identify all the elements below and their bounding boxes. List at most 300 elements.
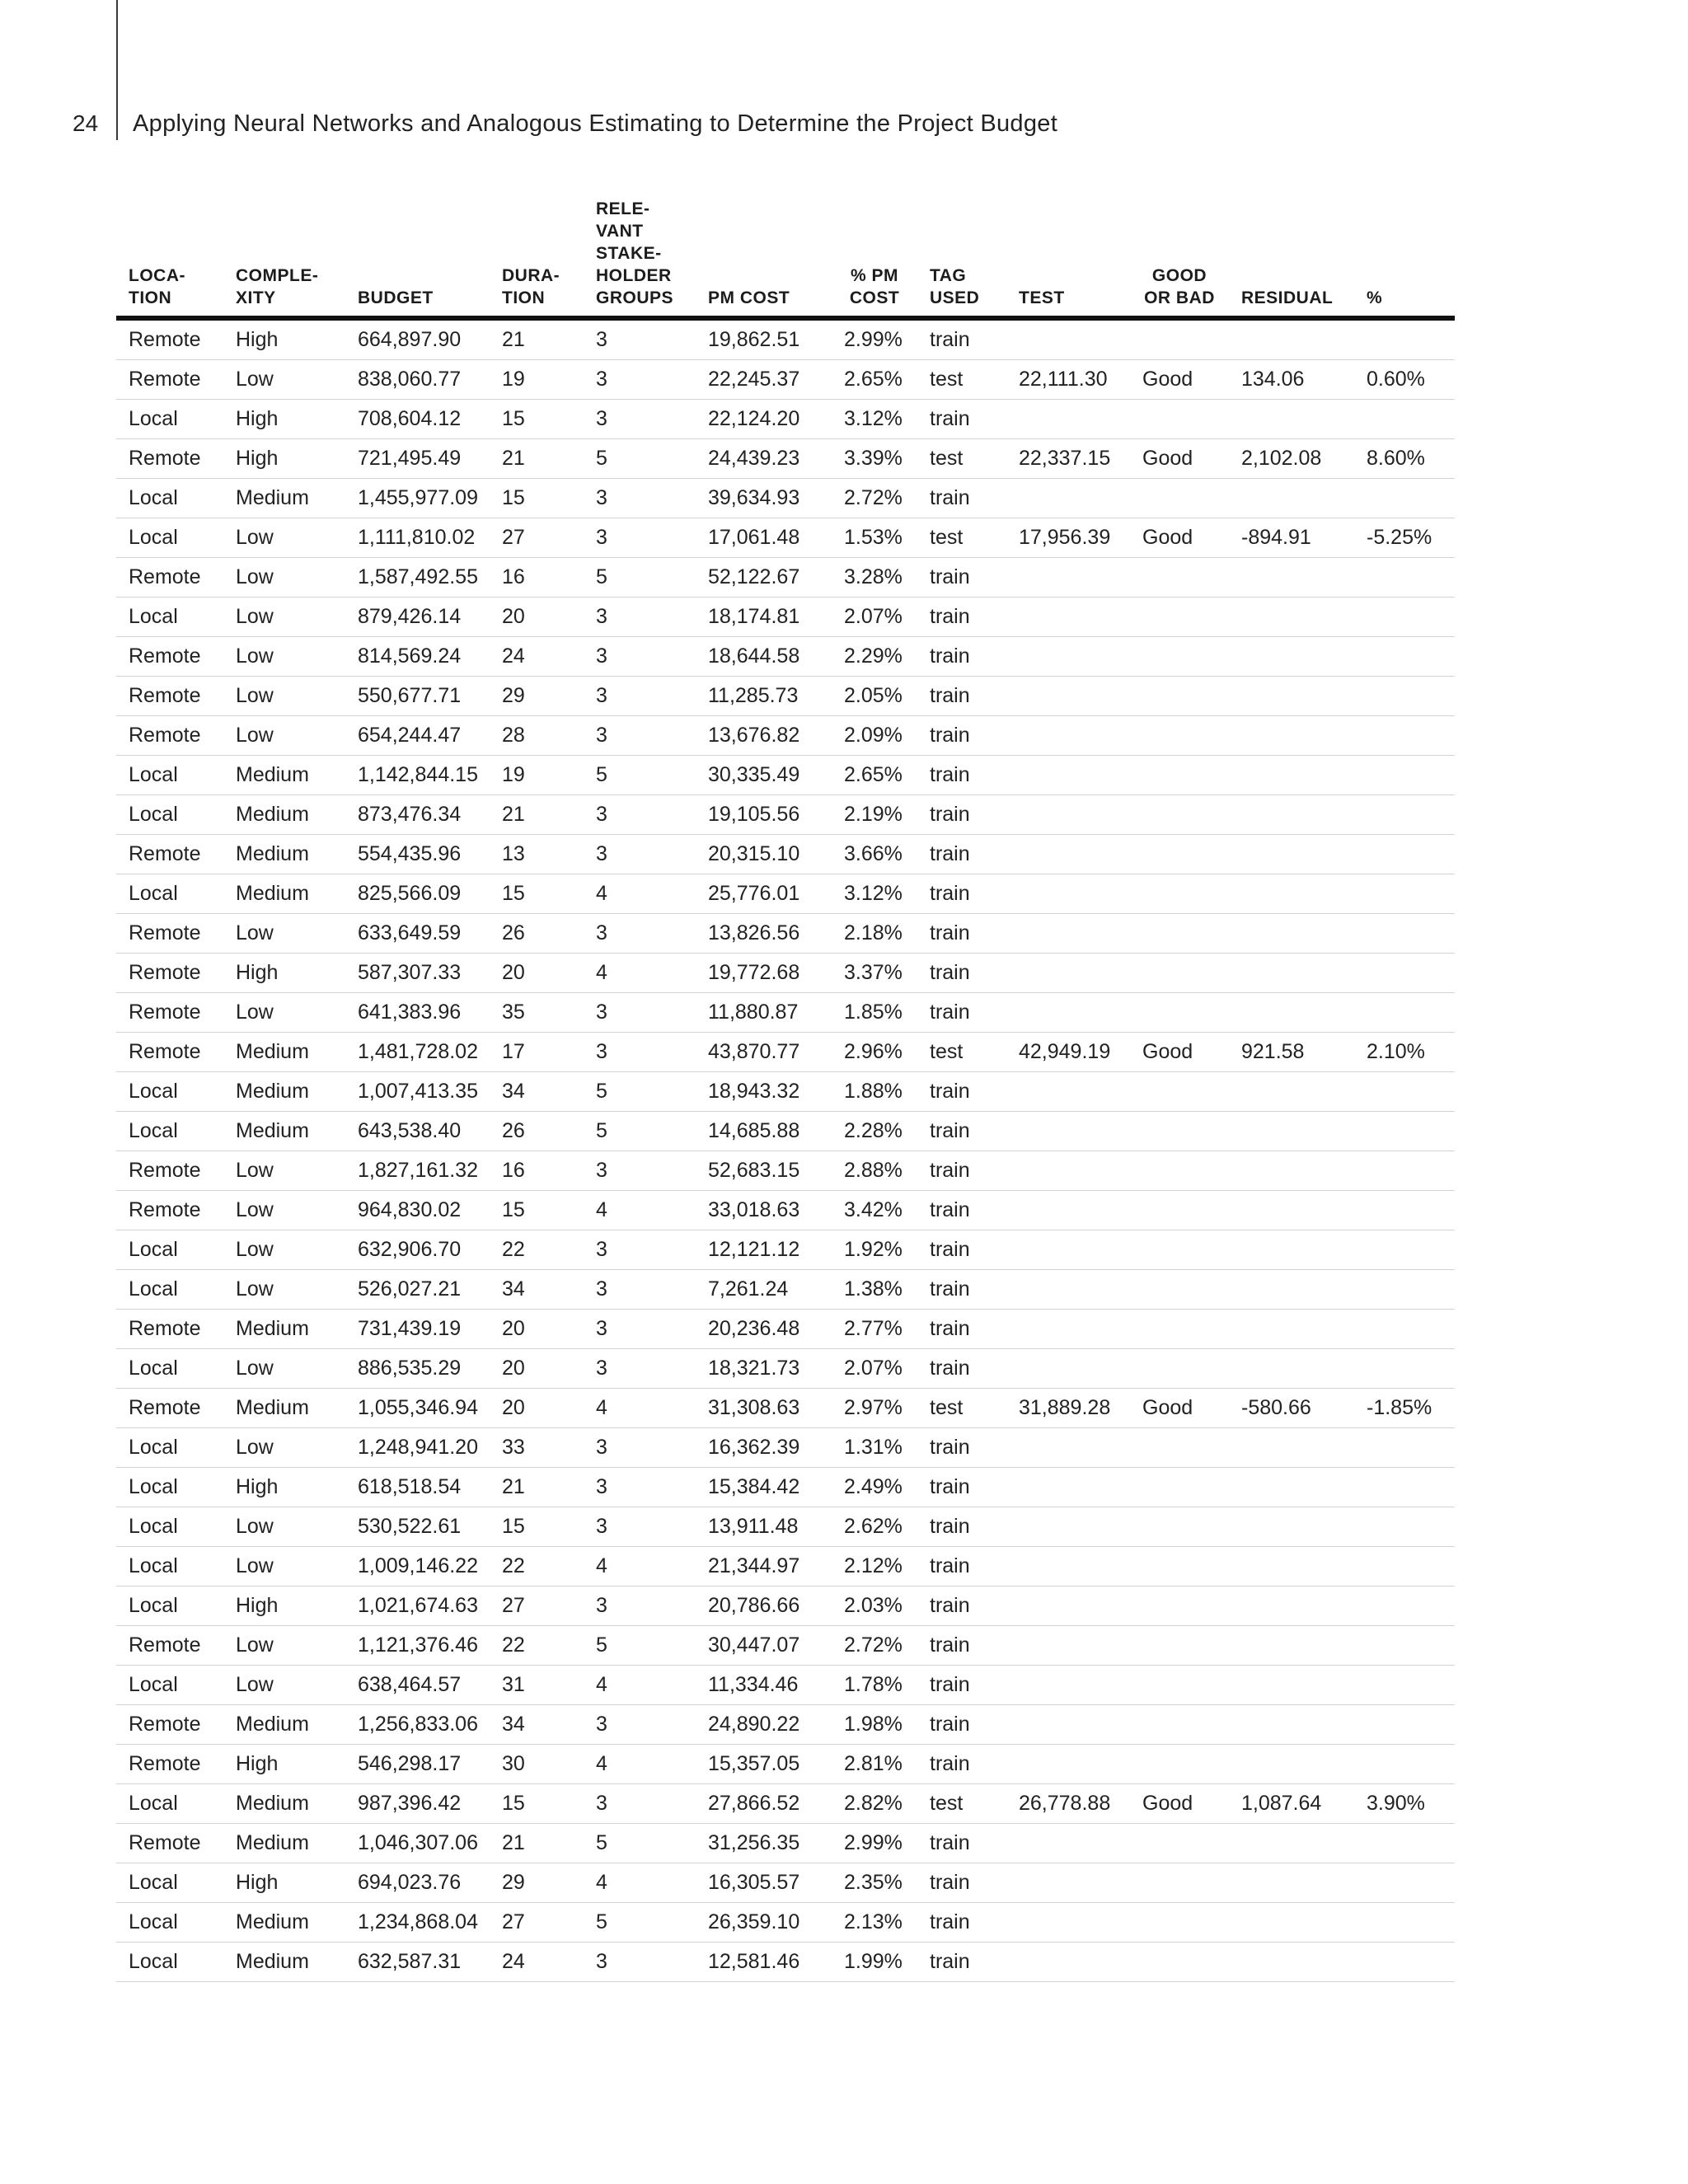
cell-location: Local xyxy=(116,1586,223,1626)
cell-tag-used: train xyxy=(917,1112,1006,1151)
cell-complexity: High xyxy=(223,1745,345,1784)
cell-residual xyxy=(1229,1903,1354,1943)
cell-percent xyxy=(1354,1230,1455,1270)
cell-budget: 1,234,868.04 xyxy=(345,1903,490,1943)
cell-pm-cost: 18,321.73 xyxy=(696,1349,832,1389)
cell-good-or-bad xyxy=(1130,1468,1229,1507)
cell-complexity: Low xyxy=(223,993,345,1033)
cell-pm-cost-percent: 2.18% xyxy=(832,914,917,954)
table-row xyxy=(116,1903,1455,1943)
cell-test xyxy=(1006,1943,1130,1982)
cell-test xyxy=(1006,716,1130,756)
cell-duration: 19 xyxy=(490,756,584,795)
cell-percent xyxy=(1354,677,1455,716)
cell-stakeholder-groups: 3 xyxy=(584,360,696,400)
cell-test xyxy=(1006,400,1130,439)
cell-good-or-bad: Good xyxy=(1130,1389,1229,1428)
cell-budget: 633,649.59 xyxy=(345,914,490,954)
cell-stakeholder-groups: 3 xyxy=(584,1349,696,1389)
cell-good-or-bad xyxy=(1130,795,1229,835)
cell-good-or-bad: Good xyxy=(1130,439,1229,479)
cell-complexity: Medium xyxy=(223,835,345,874)
table-row xyxy=(116,1072,1455,1112)
cell-good-or-bad xyxy=(1130,637,1229,677)
cell-pm-cost-percent: 3.39% xyxy=(832,439,917,479)
cell-stakeholder-groups: 3 xyxy=(584,1468,696,1507)
table-row xyxy=(116,1033,1455,1072)
cell-stakeholder-groups: 4 xyxy=(584,954,696,993)
cell-pm-cost-percent: 3.42% xyxy=(832,1191,917,1230)
cell-location: Remote xyxy=(116,835,223,874)
cell-tag-used: train xyxy=(917,1705,1006,1745)
cell-residual xyxy=(1229,716,1354,756)
cell-percent xyxy=(1354,1586,1455,1626)
cell-good-or-bad: Good xyxy=(1130,518,1229,558)
cell-complexity: Low xyxy=(223,598,345,637)
cell-pm-cost: 25,776.01 xyxy=(696,874,832,914)
cell-tag-used: test xyxy=(917,439,1006,479)
cell-tag-used: train xyxy=(917,1507,1006,1547)
cell-percent xyxy=(1354,637,1455,677)
cell-test: 17,956.39 xyxy=(1006,518,1130,558)
cell-test xyxy=(1006,1903,1130,1943)
cell-duration: 15 xyxy=(490,1507,584,1547)
cell-pm-cost-percent: 2.99% xyxy=(832,318,917,360)
cell-residual xyxy=(1229,677,1354,716)
table-row xyxy=(116,1230,1455,1270)
cell-budget: 886,535.29 xyxy=(345,1349,490,1389)
cell-tag-used: train xyxy=(917,1666,1006,1705)
cell-budget: 664,897.90 xyxy=(345,318,490,360)
cell-stakeholder-groups: 5 xyxy=(584,756,696,795)
cell-pm-cost: 21,344.97 xyxy=(696,1547,832,1586)
cell-pm-cost-percent: 2.13% xyxy=(832,1903,917,1943)
cell-location: Local xyxy=(116,1784,223,1824)
cell-pm-cost: 19,862.51 xyxy=(696,318,832,360)
cell-stakeholder-groups: 3 xyxy=(584,400,696,439)
cell-good-or-bad xyxy=(1130,1547,1229,1586)
cell-test xyxy=(1006,1072,1130,1112)
cell-stakeholder-groups: 4 xyxy=(584,1191,696,1230)
cell-pm-cost-percent: 2.35% xyxy=(832,1863,917,1903)
cell-pm-cost-percent: 2.99% xyxy=(832,1824,917,1863)
cell-percent xyxy=(1354,993,1455,1033)
cell-percent xyxy=(1354,874,1455,914)
cell-budget: 526,027.21 xyxy=(345,1270,490,1310)
running-head: Applying Neural Networks and Analogous Estimating to Determine the Project Budget xyxy=(133,110,1058,137)
cell-percent: 3.90% xyxy=(1354,1784,1455,1824)
header-complexity: COMPLE- XITY xyxy=(223,198,345,318)
table-row xyxy=(116,318,1455,360)
cell-budget: 1,827,161.32 xyxy=(345,1151,490,1191)
cell-complexity: Low xyxy=(223,677,345,716)
cell-location: Remote xyxy=(116,677,223,716)
cell-location: Local xyxy=(116,518,223,558)
cell-percent: 8.60% xyxy=(1354,439,1455,479)
cell-percent xyxy=(1354,1626,1455,1666)
table-row xyxy=(116,716,1455,756)
cell-stakeholder-groups: 4 xyxy=(584,874,696,914)
cell-complexity: Medium xyxy=(223,1705,345,1745)
table-row xyxy=(116,1112,1455,1151)
cell-complexity: Medium xyxy=(223,1903,345,1943)
cell-tag-used: train xyxy=(917,1310,1006,1349)
cell-stakeholder-groups: 4 xyxy=(584,1547,696,1586)
cell-complexity: Medium xyxy=(223,795,345,835)
cell-budget: 632,906.70 xyxy=(345,1230,490,1270)
cell-budget: 550,677.71 xyxy=(345,677,490,716)
cell-pm-cost: 13,676.82 xyxy=(696,716,832,756)
cell-tag-used: train xyxy=(917,1230,1006,1270)
cell-good-or-bad xyxy=(1130,1903,1229,1943)
cell-pm-cost-percent: 3.12% xyxy=(832,400,917,439)
cell-location: Remote xyxy=(116,360,223,400)
cell-test xyxy=(1006,835,1130,874)
cell-pm-cost: 18,174.81 xyxy=(696,598,832,637)
cell-duration: 34 xyxy=(490,1705,584,1745)
cell-tag-used: train xyxy=(917,1943,1006,1982)
cell-good-or-bad xyxy=(1130,874,1229,914)
cell-budget: 1,121,376.46 xyxy=(345,1626,490,1666)
cell-budget: 987,396.42 xyxy=(345,1784,490,1824)
cell-stakeholder-groups: 3 xyxy=(584,1151,696,1191)
cell-location: Remote xyxy=(116,318,223,360)
cell-good-or-bad xyxy=(1130,1863,1229,1903)
cell-residual: -894.91 xyxy=(1229,518,1354,558)
cell-pm-cost: 52,122.67 xyxy=(696,558,832,598)
cell-good-or-bad xyxy=(1130,756,1229,795)
cell-complexity: Medium xyxy=(223,874,345,914)
cell-good-or-bad xyxy=(1130,1270,1229,1310)
cell-good-or-bad xyxy=(1130,1310,1229,1349)
cell-tag-used: train xyxy=(917,318,1006,360)
cell-location: Local xyxy=(116,1547,223,1586)
cell-budget: 708,604.12 xyxy=(345,400,490,439)
cell-good-or-bad xyxy=(1130,1705,1229,1745)
cell-location: Local xyxy=(116,1943,223,1982)
header-pm-cost: PM COST xyxy=(696,198,832,318)
cell-location: Local xyxy=(116,598,223,637)
table-header-row xyxy=(116,198,1455,318)
table-row xyxy=(116,1310,1455,1349)
cell-pm-cost-percent: 2.28% xyxy=(832,1112,917,1151)
cell-percent xyxy=(1354,318,1455,360)
cell-test xyxy=(1006,1586,1130,1626)
cell-tag-used: train xyxy=(917,914,1006,954)
cell-duration: 22 xyxy=(490,1547,584,1586)
cell-test xyxy=(1006,993,1130,1033)
cell-stakeholder-groups: 3 xyxy=(584,1705,696,1745)
cell-duration: 24 xyxy=(490,637,584,677)
cell-pm-cost-percent: 1.88% xyxy=(832,1072,917,1112)
cell-duration: 27 xyxy=(490,1903,584,1943)
cell-budget: 1,481,728.02 xyxy=(345,1033,490,1072)
cell-pm-cost-percent: 2.05% xyxy=(832,677,917,716)
cell-pm-cost: 43,870.77 xyxy=(696,1033,832,1072)
cell-percent xyxy=(1354,1270,1455,1310)
cell-location: Remote xyxy=(116,439,223,479)
cell-tag-used: train xyxy=(917,1626,1006,1666)
cell-good-or-bad xyxy=(1130,1349,1229,1389)
cell-pm-cost-percent: 2.72% xyxy=(832,479,917,518)
cell-percent xyxy=(1354,400,1455,439)
cell-pm-cost-percent: 2.88% xyxy=(832,1151,917,1191)
cell-complexity: Low xyxy=(223,360,345,400)
cell-tag-used: test xyxy=(917,1033,1006,1072)
table-row xyxy=(116,756,1455,795)
cell-test xyxy=(1006,479,1130,518)
cell-percent: -5.25% xyxy=(1354,518,1455,558)
cell-good-or-bad xyxy=(1130,1230,1229,1270)
table-row xyxy=(116,1349,1455,1389)
cell-good-or-bad: Good xyxy=(1130,1784,1229,1824)
cell-pm-cost-percent: 2.82% xyxy=(832,1784,917,1824)
cell-duration: 21 xyxy=(490,1824,584,1863)
cell-good-or-bad xyxy=(1130,598,1229,637)
cell-duration: 21 xyxy=(490,1468,584,1507)
cell-location: Local xyxy=(116,1666,223,1705)
cell-complexity: Low xyxy=(223,1151,345,1191)
cell-stakeholder-groups: 5 xyxy=(584,558,696,598)
cell-test xyxy=(1006,1666,1130,1705)
cell-percent xyxy=(1354,1112,1455,1151)
cell-good-or-bad xyxy=(1130,716,1229,756)
cell-percent xyxy=(1354,914,1455,954)
header-location: LOCA- TION xyxy=(116,198,223,318)
cell-good-or-bad xyxy=(1130,1666,1229,1705)
cell-duration: 34 xyxy=(490,1270,584,1310)
cell-percent: -1.85% xyxy=(1354,1389,1455,1428)
cell-stakeholder-groups: 3 xyxy=(584,993,696,1033)
cell-complexity: Medium xyxy=(223,479,345,518)
cell-tag-used: test xyxy=(917,1389,1006,1428)
cell-pm-cost: 16,362.39 xyxy=(696,1428,832,1468)
cell-good-or-bad xyxy=(1130,1507,1229,1547)
cell-complexity: Medium xyxy=(223,1389,345,1428)
cell-stakeholder-groups: 3 xyxy=(584,1310,696,1349)
cell-residual xyxy=(1229,954,1354,993)
cell-residual xyxy=(1229,756,1354,795)
cell-pm-cost-percent: 2.07% xyxy=(832,1349,917,1389)
cell-location: Remote xyxy=(116,1389,223,1428)
cell-pm-cost: 13,826.56 xyxy=(696,914,832,954)
cell-percent xyxy=(1354,954,1455,993)
cell-pm-cost: 31,256.35 xyxy=(696,1824,832,1863)
cell-pm-cost: 12,581.46 xyxy=(696,1943,832,1982)
cell-percent xyxy=(1354,1191,1455,1230)
cell-residual xyxy=(1229,1863,1354,1903)
cell-complexity: High xyxy=(223,1586,345,1626)
cell-duration: 29 xyxy=(490,677,584,716)
cell-percent xyxy=(1354,1547,1455,1586)
cell-percent xyxy=(1354,558,1455,598)
cell-good-or-bad xyxy=(1130,1745,1229,1784)
cell-tag-used: test xyxy=(917,360,1006,400)
cell-duration: 20 xyxy=(490,1349,584,1389)
cell-residual xyxy=(1229,993,1354,1033)
cell-budget: 638,464.57 xyxy=(345,1666,490,1705)
cell-pm-cost-percent: 1.85% xyxy=(832,993,917,1033)
table-row xyxy=(116,1270,1455,1310)
cell-tag-used: train xyxy=(917,400,1006,439)
cell-pm-cost: 30,447.07 xyxy=(696,1626,832,1666)
cell-pm-cost-percent: 2.09% xyxy=(832,716,917,756)
cell-good-or-bad xyxy=(1130,835,1229,874)
cell-budget: 554,435.96 xyxy=(345,835,490,874)
table-row xyxy=(116,795,1455,835)
table-row xyxy=(116,954,1455,993)
cell-complexity: Medium xyxy=(223,1112,345,1151)
header-percent: % xyxy=(1354,198,1455,318)
cell-pm-cost-percent: 1.38% xyxy=(832,1270,917,1310)
cell-residual: 1,087.64 xyxy=(1229,1784,1354,1824)
cell-complexity: Medium xyxy=(223,1310,345,1349)
cell-pm-cost: 11,334.46 xyxy=(696,1666,832,1705)
cell-tag-used: train xyxy=(917,954,1006,993)
table-row xyxy=(116,479,1455,518)
cell-test xyxy=(1006,558,1130,598)
cell-location: Remote xyxy=(116,558,223,598)
cell-residual xyxy=(1229,318,1354,360)
cell-pm-cost: 22,124.20 xyxy=(696,400,832,439)
header-residual: RESIDUAL xyxy=(1229,198,1354,318)
cell-tag-used: train xyxy=(917,598,1006,637)
cell-residual xyxy=(1229,1626,1354,1666)
cell-tag-used: train xyxy=(917,637,1006,677)
cell-tag-used: test xyxy=(917,518,1006,558)
cell-tag-used: train xyxy=(917,1468,1006,1507)
cell-budget: 618,518.54 xyxy=(345,1468,490,1507)
cell-percent xyxy=(1354,1745,1455,1784)
cell-location: Remote xyxy=(116,1626,223,1666)
cell-percent xyxy=(1354,1349,1455,1389)
table-row xyxy=(116,1745,1455,1784)
cell-location: Remote xyxy=(116,716,223,756)
cell-tag-used: train xyxy=(917,756,1006,795)
cell-complexity: Low xyxy=(223,558,345,598)
cell-pm-cost-percent: 2.49% xyxy=(832,1468,917,1507)
table-row xyxy=(116,1191,1455,1230)
cell-stakeholder-groups: 3 xyxy=(584,1428,696,1468)
cell-location: Local xyxy=(116,1428,223,1468)
cell-stakeholder-groups: 3 xyxy=(584,518,696,558)
cell-test xyxy=(1006,677,1130,716)
cell-pm-cost: 20,236.48 xyxy=(696,1310,832,1349)
cell-test xyxy=(1006,1705,1130,1745)
cell-budget: 1,046,307.06 xyxy=(345,1824,490,1863)
cell-pm-cost: 7,261.24 xyxy=(696,1270,832,1310)
cell-stakeholder-groups: 3 xyxy=(584,1270,696,1310)
table-row xyxy=(116,1389,1455,1428)
cell-budget: 694,023.76 xyxy=(345,1863,490,1903)
cell-residual xyxy=(1229,835,1354,874)
cell-test xyxy=(1006,1270,1130,1310)
cell-pm-cost-percent: 2.12% xyxy=(832,1547,917,1586)
cell-duration: 29 xyxy=(490,1863,584,1903)
cell-duration: 20 xyxy=(490,598,584,637)
cell-budget: 1,256,833.06 xyxy=(345,1705,490,1745)
cell-residual xyxy=(1229,1428,1354,1468)
table-row xyxy=(116,439,1455,479)
cell-complexity: Low xyxy=(223,914,345,954)
table-row xyxy=(116,1428,1455,1468)
cell-pm-cost: 20,315.10 xyxy=(696,835,832,874)
cell-location: Local xyxy=(116,1072,223,1112)
cell-location: Local xyxy=(116,479,223,518)
cell-budget: 879,426.14 xyxy=(345,598,490,637)
cell-complexity: Low xyxy=(223,716,345,756)
cell-pm-cost: 13,911.48 xyxy=(696,1507,832,1547)
cell-tag-used: train xyxy=(917,1903,1006,1943)
cell-percent xyxy=(1354,716,1455,756)
cell-residual xyxy=(1229,1824,1354,1863)
cell-budget: 1,055,346.94 xyxy=(345,1389,490,1428)
cell-duration: 20 xyxy=(490,1389,584,1428)
cell-location: Remote xyxy=(116,914,223,954)
cell-pm-cost-percent: 2.19% xyxy=(832,795,917,835)
cell-tag-used: train xyxy=(917,677,1006,716)
cell-budget: 587,307.33 xyxy=(345,954,490,993)
cell-complexity: Low xyxy=(223,1626,345,1666)
cell-stakeholder-groups: 4 xyxy=(584,1863,696,1903)
cell-residual xyxy=(1229,1270,1354,1310)
header-tag-used: TAG USED xyxy=(917,198,1006,318)
cell-complexity: Medium xyxy=(223,1943,345,1982)
cell-complexity: High xyxy=(223,400,345,439)
cell-complexity: Low xyxy=(223,1349,345,1389)
cell-pm-cost: 12,121.12 xyxy=(696,1230,832,1270)
table-row xyxy=(116,993,1455,1033)
table-row xyxy=(116,1824,1455,1863)
cell-budget: 1,009,146.22 xyxy=(345,1547,490,1586)
cell-budget: 1,021,674.63 xyxy=(345,1586,490,1626)
cell-duration: 34 xyxy=(490,1072,584,1112)
cell-location: Remote xyxy=(116,1033,223,1072)
cell-good-or-bad xyxy=(1130,993,1229,1033)
cell-percent xyxy=(1354,835,1455,874)
table-row xyxy=(116,1943,1455,1982)
cell-duration: 21 xyxy=(490,439,584,479)
cell-test: 42,949.19 xyxy=(1006,1033,1130,1072)
table-row xyxy=(116,360,1455,400)
cell-pm-cost: 26,359.10 xyxy=(696,1903,832,1943)
cell-percent xyxy=(1354,1666,1455,1705)
cell-pm-cost-percent: 2.07% xyxy=(832,598,917,637)
cell-pm-cost: 16,305.57 xyxy=(696,1863,832,1903)
cell-residual xyxy=(1229,1705,1354,1745)
cell-location: Remote xyxy=(116,1824,223,1863)
cell-pm-cost: 24,439.23 xyxy=(696,439,832,479)
cell-tag-used: train xyxy=(917,1863,1006,1903)
table-row xyxy=(116,598,1455,637)
cell-tag-used: train xyxy=(917,993,1006,1033)
cell-residual xyxy=(1229,1230,1354,1270)
cell-pm-cost-percent: 2.62% xyxy=(832,1507,917,1547)
cell-tag-used: train xyxy=(917,479,1006,518)
cell-complexity: High xyxy=(223,1468,345,1507)
cell-budget: 964,830.02 xyxy=(345,1191,490,1230)
table-row xyxy=(116,835,1455,874)
cell-test: 22,111.30 xyxy=(1006,360,1130,400)
cell-residual xyxy=(1229,1547,1354,1586)
table-row xyxy=(116,1863,1455,1903)
cell-stakeholder-groups: 3 xyxy=(584,1586,696,1626)
cell-tag-used: train xyxy=(917,835,1006,874)
cell-stakeholder-groups: 3 xyxy=(584,716,696,756)
cell-pm-cost: 18,644.58 xyxy=(696,637,832,677)
cell-budget: 814,569.24 xyxy=(345,637,490,677)
cell-test xyxy=(1006,637,1130,677)
